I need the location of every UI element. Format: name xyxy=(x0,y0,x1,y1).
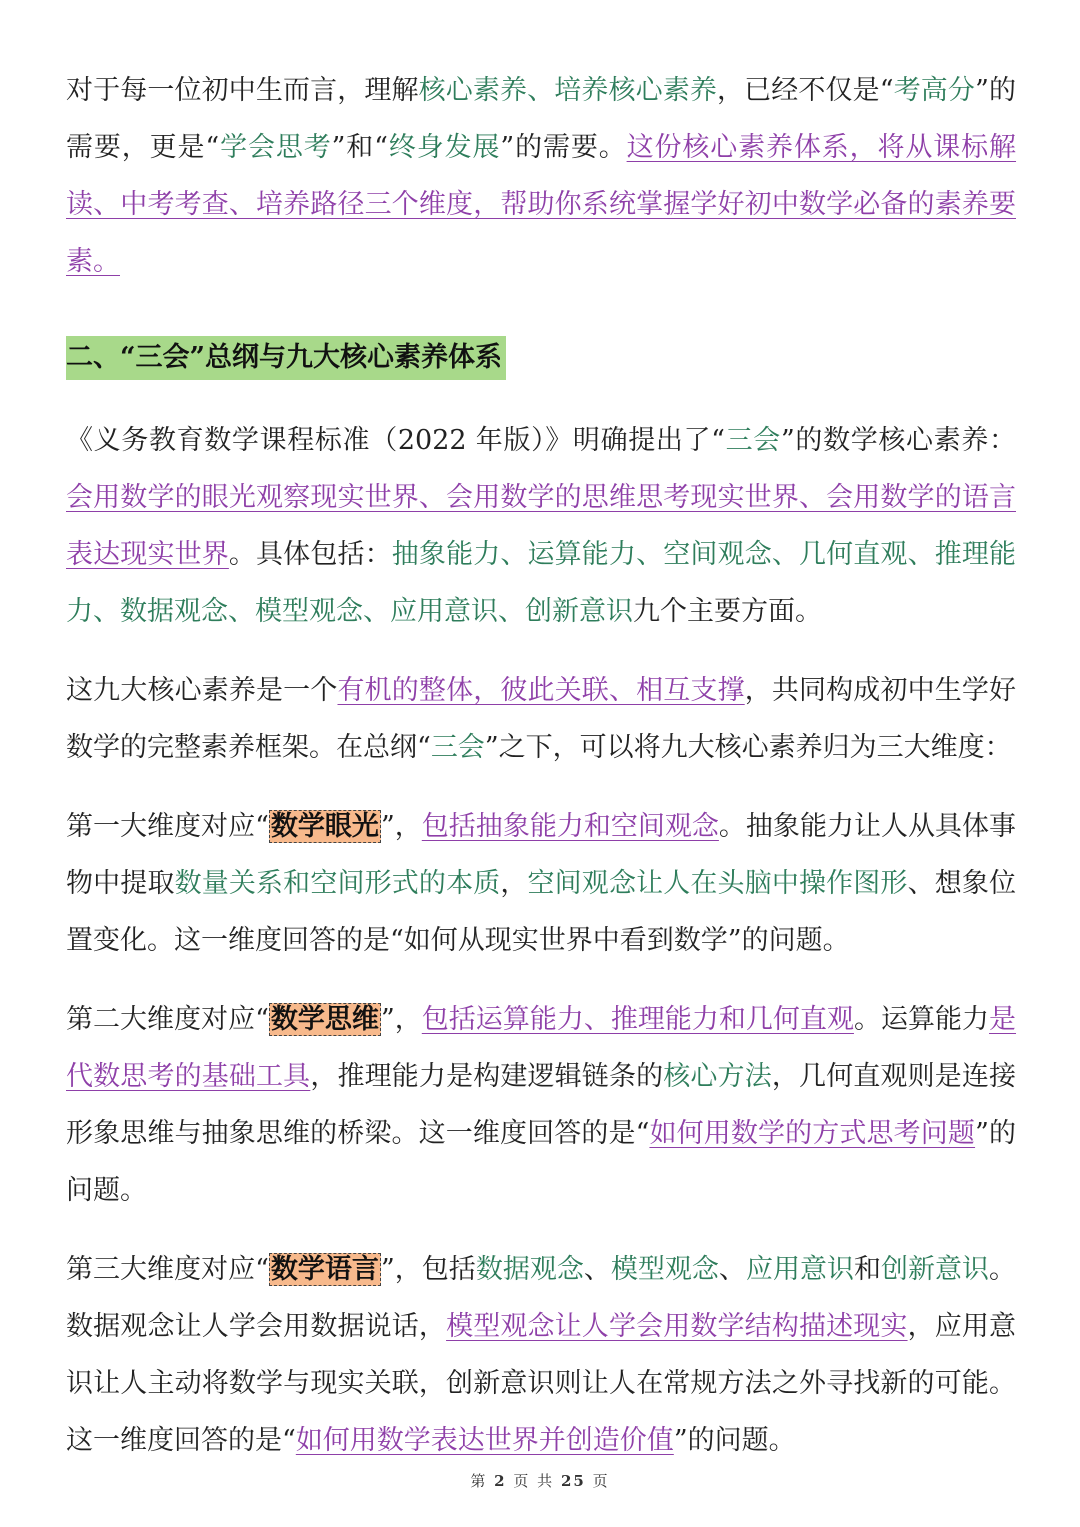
text: 、 xyxy=(718,1254,746,1285)
text: ”， xyxy=(380,811,422,842)
key-term: 核心方法 xyxy=(663,1061,772,1092)
text: 第三大维度对应“ xyxy=(66,1254,269,1285)
standards-paragraph xyxy=(66,412,1016,640)
key-term: 学会思考 xyxy=(219,132,332,163)
text: ”的需要，更是“ xyxy=(66,75,1016,163)
text: 这九大核心素养是一个 xyxy=(66,675,338,706)
text: ”之下，可以将九大核心素养归为三大维度： xyxy=(484,732,1012,763)
key-term: 模型观念 xyxy=(610,1254,719,1285)
dimension-three-paragraph xyxy=(66,1241,1016,1469)
key-term: 三会 xyxy=(430,732,485,763)
key-term: 考高分 xyxy=(893,75,976,106)
text: ”的需要。 xyxy=(500,132,627,163)
text: ，共同构成初中生学好数学的完整素养框架。在总纲“ xyxy=(66,675,1017,763)
text: 、想象位置变化。这一维度回答的是“如何从现实世界中看到数学”的问题。 xyxy=(66,868,1017,956)
text: ， xyxy=(500,868,528,899)
text: ”，包括 xyxy=(380,1254,476,1285)
text: 第一大维度对应“ xyxy=(66,811,269,842)
text: ”和“ xyxy=(331,132,388,163)
text: ，应用意识让人主动将数学与现实关联，创新意识则让人在常规方法之外寻找新的可能。这一维度回答的是“ xyxy=(66,1311,1017,1456)
underlined-emphasis: 会用数学的眼光观察现实世界、会用数学的思维思考现实世界、会用数学的语言表达现实世界 xyxy=(66,482,1016,570)
dimension-two-paragraph xyxy=(66,991,1016,1219)
underlined-emphasis: 包括运算能力、推理能力和几何直观 xyxy=(421,1004,854,1035)
underlined-emphasis: 这份核心素养体系，将从课标解读、中考考查、培养路径三个维度，帮助你系统掌握学好初中数学必备的素养要素。 xyxy=(66,132,1017,277)
key-term: 三会 xyxy=(724,425,781,456)
underlined-emphasis: 包括抽象能力和空间观念 xyxy=(421,811,719,842)
underlined-emphasis: 有机的整体，彼此关联、相互支撑 xyxy=(337,675,745,706)
framework-paragraph xyxy=(66,662,1016,776)
text: 。抽象能力让人从具体事物中提取 xyxy=(66,811,1017,899)
key-term: 创新意识 xyxy=(881,1254,990,1285)
footer-mid: 页 共 xyxy=(513,1472,555,1490)
key-term: 空间观念让人在头脑中操作图形 xyxy=(527,868,908,899)
underlined-emphasis: 如何用数学的方式思考问题 xyxy=(649,1118,976,1149)
key-term: 应用意识 xyxy=(745,1254,854,1285)
text: ”的问题。 xyxy=(66,1118,1016,1206)
text: ”的数学核心素养： xyxy=(780,425,1016,456)
text: 第二大维度对应“ xyxy=(66,1004,269,1035)
highlighted-term: 数学眼光 xyxy=(270,811,379,842)
underlined-emphasis: 模型观念让人学会用数学结构描述现实 xyxy=(446,1311,908,1342)
dimension-one-paragraph xyxy=(66,798,1016,969)
highlighted-term: 数学思维 xyxy=(270,1004,379,1035)
text: 、 xyxy=(583,1254,611,1285)
text: 。数据观念让人学会用数据说话， xyxy=(66,1254,1017,1342)
current-page-number: 2 xyxy=(494,1472,507,1490)
text: ，几何直观则是连接形象思维与抽象思维的桥梁。这一维度回答的是“ xyxy=(66,1061,1017,1149)
section-heading: 二、“三会”总纲与九大核心素养体系 xyxy=(66,336,506,380)
text: ，已经不仅是“ xyxy=(717,75,894,106)
footer-suffix: 页 xyxy=(592,1472,610,1490)
section-heading-wrapper xyxy=(66,336,1016,382)
intro-paragraph xyxy=(66,62,1016,290)
text: 九个主要方面。 xyxy=(633,596,822,627)
text: ”， xyxy=(380,1004,422,1035)
highlighted-term: 数学语言 xyxy=(270,1254,379,1285)
total-page-count: 25 xyxy=(560,1472,586,1490)
key-term: 数据观念 xyxy=(475,1254,584,1285)
text: 《义务教育数学课程标准（2022 年版）》明确提出了“ xyxy=(66,425,725,456)
text: 和 xyxy=(853,1254,881,1285)
footer-prefix: 第 xyxy=(470,1472,488,1490)
page-footer xyxy=(0,1470,1080,1491)
underlined-emphasis: 是代数思考的基础工具 xyxy=(66,1004,1017,1092)
text: ”的问题。 xyxy=(673,1425,796,1456)
key-term: 核心素养、培养核心素养 xyxy=(418,75,717,106)
text: 对于每一位初中生而言，理解 xyxy=(66,75,419,106)
key-term: 终身发展 xyxy=(387,132,501,163)
document-page xyxy=(66,62,1016,1491)
text: ，推理能力是构建逻辑链条的 xyxy=(310,1061,664,1092)
key-term: 数量关系和空间形式的本质 xyxy=(174,868,501,899)
text: 。具体包括： xyxy=(228,539,392,570)
key-term: 抽象能力、运算能力、空间观念、几何直观、推理能力、数据观念、模型观念、应用意识、创新意识 xyxy=(66,539,1017,627)
text: 。运算能力 xyxy=(853,1004,990,1035)
underlined-emphasis: 如何用数学表达世界并创造价值 xyxy=(295,1425,674,1456)
